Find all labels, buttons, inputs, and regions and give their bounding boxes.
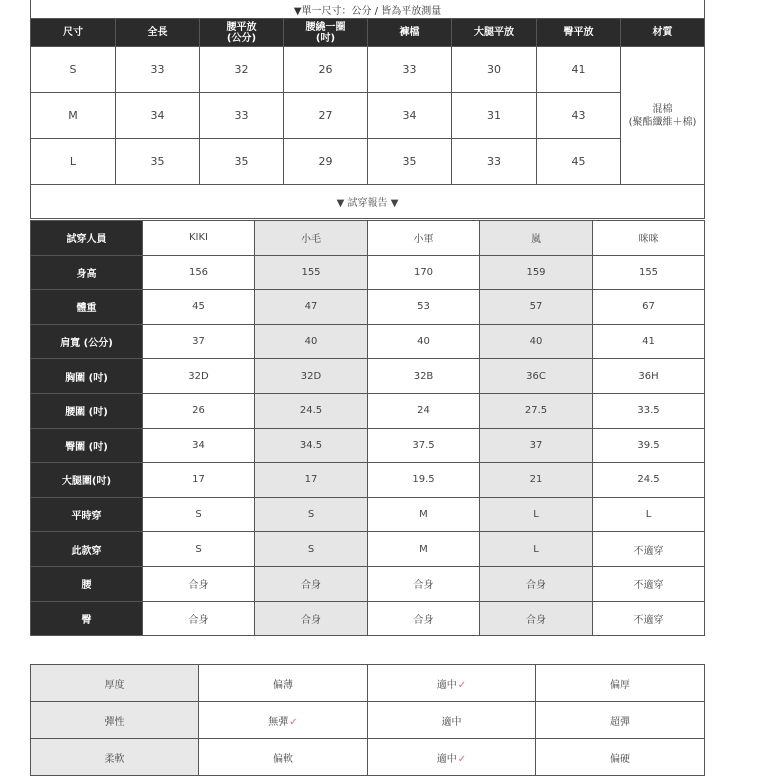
size-header-cell: 材質 [621, 19, 705, 47]
size-chart-table [30, 0, 705, 219]
size-value-cell: 32 [200, 47, 284, 93]
fabric-feel-option [368, 665, 536, 702]
fitting-value-cell: L [480, 532, 593, 567]
fitting-member-name: 小毛 [255, 221, 368, 256]
fitting-value-cell: 不適穿 [593, 532, 705, 567]
fabric-feel-body [31, 665, 705, 776]
fitting-value-cell: 24 [368, 393, 480, 428]
fitting-member-name: 小軍 [368, 221, 480, 256]
check-icon: ✓ [457, 679, 467, 691]
size-header-cell: 褲檔 [368, 19, 452, 47]
fitting-value-cell: 24.5 [255, 393, 368, 428]
fitting-value-cell: S [143, 532, 255, 567]
fabric-feel-option-text: 偏厚 [610, 679, 630, 691]
fitting-value-cell: 17 [143, 463, 255, 498]
fitting-value-cell: 57 [480, 290, 593, 325]
fitting-value-cell: 32D [143, 359, 255, 394]
fabric-feel-option-text: 超彈 [610, 716, 630, 728]
fitting-row-label: 胸圍 (吋) [31, 359, 143, 394]
size-value-cell: 30 [452, 47, 537, 93]
fitting-row-label: 肩寬 (公分) [31, 324, 143, 359]
size-value-cell: 33 [368, 47, 452, 93]
fitting-value-cell: 67 [593, 290, 705, 325]
fabric-feel-row [31, 739, 705, 776]
fabric-feel-option-text: 適中 [436, 679, 457, 691]
fabric-feel-row [31, 665, 705, 702]
size-row [31, 139, 705, 185]
fitting-value-cell: 53 [368, 290, 480, 325]
check-icon: ✓ [457, 753, 467, 765]
fitting-value-cell: 合身 [368, 601, 480, 636]
fitting-value-cell: 37.5 [368, 428, 480, 463]
fitting-value-cell: 26 [143, 393, 255, 428]
fitting-value-cell: 33.5 [593, 393, 705, 428]
fitting-value-cell: 24.5 [593, 463, 705, 498]
fitting-value-cell: S [143, 497, 255, 532]
fitting-row [31, 324, 705, 359]
fitting-header-row [31, 221, 705, 256]
fitting-value-cell: 39.5 [593, 428, 705, 463]
fitting-row [31, 532, 705, 567]
fitting-value-cell: 合身 [368, 566, 480, 601]
size-header-cell: 腰平放 (公分) [200, 19, 284, 47]
fitting-value-cell: 155 [593, 255, 705, 290]
fitting-row [31, 601, 705, 636]
fitting-row [31, 463, 705, 498]
fitting-member-name: 嵐 [480, 221, 593, 256]
fitting-value-cell: 合身 [255, 601, 368, 636]
size-value-cell: 34 [116, 93, 200, 139]
fitting-value-cell: 34.5 [255, 428, 368, 463]
fitting-value-cell: 40 [255, 324, 368, 359]
fabric-feel-option [536, 665, 705, 702]
fitting-value-cell: 合身 [480, 566, 593, 601]
size-value-cell: 34 [368, 93, 452, 139]
fitting-header-label: 試穿人員 [31, 221, 143, 256]
fabric-feel-label: 柔軟 [31, 739, 199, 776]
fitting-value-cell: 合身 [143, 566, 255, 601]
size-value-cell: 26 [284, 47, 368, 93]
size-header-cell: 腰繞一圈 (吋) [284, 19, 368, 47]
size-row [31, 47, 705, 93]
fitting-value-cell: 合身 [480, 601, 593, 636]
fitting-value-cell: 36C [480, 359, 593, 394]
fabric-feel-option-text: 偏薄 [273, 679, 293, 691]
fitting-value-cell: 36H [593, 359, 705, 394]
fitting-value-cell: S [255, 532, 368, 567]
size-value-cell: 45 [537, 139, 621, 185]
fabric-feel-option [368, 739, 536, 776]
material-cell: 混棉 (聚酯纖維＋棉) [621, 47, 705, 185]
fitting-value-cell: S [255, 497, 368, 532]
fitting-value-cell: 155 [255, 255, 368, 290]
size-label-cell: S [31, 47, 116, 93]
fabric-feel-option-text: 偏硬 [610, 753, 630, 765]
fitting-row [31, 290, 705, 325]
fitting-row-label: 臀圍 (吋) [31, 428, 143, 463]
fitting-value-cell: 41 [593, 324, 705, 359]
fitting-row-label: 身高 [31, 255, 143, 290]
fabric-feel-label: 厚度 [31, 665, 199, 702]
size-value-cell: 33 [200, 93, 284, 139]
fitting-value-cell: 47 [255, 290, 368, 325]
size-value-cell: 41 [537, 47, 621, 93]
fitting-value-cell: 合身 [255, 566, 368, 601]
fitting-value-cell: L [593, 497, 705, 532]
size-value-cell: 43 [537, 93, 621, 139]
fitting-value-cell: 27.5 [480, 393, 593, 428]
fitting-report-table [30, 220, 705, 636]
fitting-value-cell: 37 [143, 324, 255, 359]
fitting-row-label: 此款穿 [31, 532, 143, 567]
fitting-row-label: 腰圍 (吋) [31, 393, 143, 428]
size-header-cell: 臀平放 [537, 19, 621, 47]
fitting-report-body [31, 221, 705, 636]
fabric-feel-option-text: 適中 [441, 716, 462, 728]
size-label-cell: L [31, 139, 116, 185]
fitting-member-name: 咪咪 [593, 221, 705, 256]
fitting-value-cell: 21 [480, 463, 593, 498]
fabric-feel-option-text: 適中 [436, 753, 457, 765]
fitting-value-cell: 170 [368, 255, 480, 290]
size-value-cell: 33 [116, 47, 200, 93]
check-icon: ✓ [289, 716, 298, 728]
size-header-cell: 大腿平放 [452, 19, 537, 47]
fitting-value-cell: 不適穿 [593, 601, 705, 636]
fitting-row [31, 428, 705, 463]
fabric-feel-option-text: 無彈 [268, 716, 289, 728]
fitting-report-title: ▼ 試穿報告 ▼ [31, 185, 705, 219]
size-value-cell: 33 [452, 139, 537, 185]
size-header-cell: 全長 [116, 19, 200, 47]
fitting-value-cell: 17 [255, 463, 368, 498]
fabric-feel-option [536, 739, 705, 776]
fabric-feel-option [536, 702, 705, 739]
fitting-value-cell: 45 [143, 290, 255, 325]
fabric-feel-option [199, 665, 368, 702]
fitting-row [31, 497, 705, 532]
size-chart-body [31, 47, 705, 185]
fitting-row-label: 平時穿 [31, 497, 143, 532]
fitting-value-cell: 156 [143, 255, 255, 290]
fitting-value-cell: 40 [368, 324, 480, 359]
fitting-row-label: 大腿圍(吋) [31, 463, 143, 498]
fitting-row-label: 體重 [31, 290, 143, 325]
fitting-value-cell: M [368, 532, 480, 567]
fabric-feel-table [30, 664, 705, 776]
size-row [31, 93, 705, 139]
fabric-feel-option-text: 偏軟 [273, 753, 293, 765]
size-header-cell: 尺寸 [31, 19, 116, 47]
size-value-cell: 35 [368, 139, 452, 185]
size-value-cell: 29 [284, 139, 368, 185]
fitting-row [31, 566, 705, 601]
fitting-row-label: 臀 [31, 601, 143, 636]
fitting-value-cell: L [480, 497, 593, 532]
fitting-value-cell: 32B [368, 359, 480, 394]
fitting-row [31, 359, 705, 394]
fitting-member-name: KIKI [143, 221, 255, 256]
size-value-cell: 31 [452, 93, 537, 139]
size-label-cell: M [31, 93, 116, 139]
fitting-value-cell: M [368, 497, 480, 532]
fitting-value-cell: 40 [480, 324, 593, 359]
size-value-cell: 27 [284, 93, 368, 139]
fitting-value-cell: 19.5 [368, 463, 480, 498]
fitting-value-cell: 34 [143, 428, 255, 463]
fabric-feel-row [31, 702, 705, 739]
fitting-value-cell: 不適穿 [593, 566, 705, 601]
size-chart-caption: ▼單一尺寸：公分 / 皆為平放測量 [31, 0, 705, 19]
fitting-value-cell: 159 [480, 255, 593, 290]
fabric-feel-option [199, 702, 368, 739]
fabric-feel-option [368, 702, 536, 739]
fitting-value-cell: 37 [480, 428, 593, 463]
fitting-row [31, 255, 705, 290]
size-value-cell: 35 [200, 139, 284, 185]
size-chart-header-row [31, 19, 705, 47]
size-value-cell: 35 [116, 139, 200, 185]
fitting-row [31, 393, 705, 428]
fabric-feel-label: 彈性 [31, 702, 199, 739]
fitting-value-cell: 合身 [143, 601, 255, 636]
fitting-row-label: 腰 [31, 566, 143, 601]
fabric-feel-option [199, 739, 368, 776]
fitting-value-cell: 32D [255, 359, 368, 394]
